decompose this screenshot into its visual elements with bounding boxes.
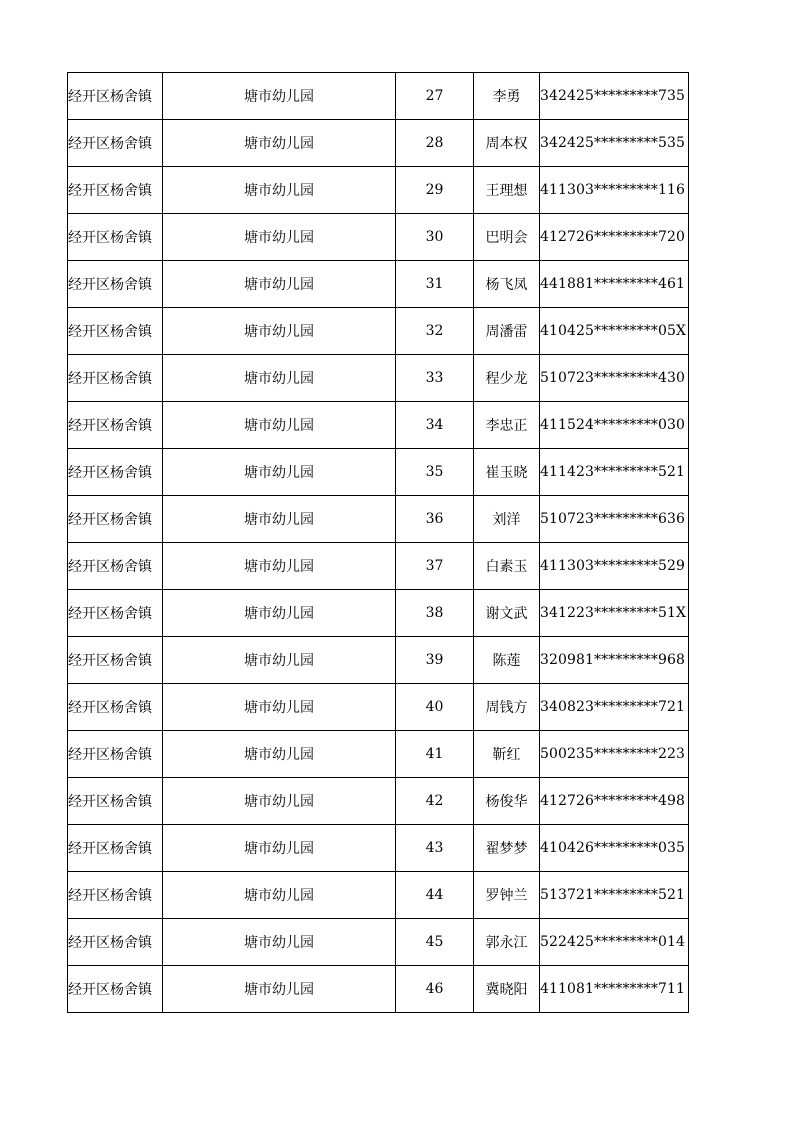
school-cell: 塘市幼儿园 [163, 872, 396, 919]
number-cell: 39 [396, 637, 474, 684]
table-row [68, 872, 689, 919]
name-cell: 翟梦梦 [474, 825, 540, 872]
school-cell: 塘市幼儿园 [163, 73, 396, 120]
id-number-cell: 340823*********721 [540, 684, 689, 731]
id-number-cell: 411081*********711 [540, 966, 689, 1013]
number-cell: 38 [396, 590, 474, 637]
table-row [68, 214, 689, 261]
town-cell: 经开区杨舍镇 [68, 778, 163, 825]
town-cell: 经开区杨舍镇 [68, 590, 163, 637]
school-cell: 塘市幼儿园 [163, 496, 396, 543]
table-row [68, 919, 689, 966]
id-number-cell: 411303*********529 [540, 543, 689, 590]
number-cell: 32 [396, 308, 474, 355]
number-cell: 41 [396, 731, 474, 778]
id-number-cell: 412726*********720 [540, 214, 689, 261]
town-cell: 经开区杨舍镇 [68, 167, 163, 214]
school-cell: 塘市幼儿园 [163, 731, 396, 778]
town-cell: 经开区杨舍镇 [68, 825, 163, 872]
school-cell: 塘市幼儿园 [163, 449, 396, 496]
number-cell: 43 [396, 825, 474, 872]
school-cell: 塘市幼儿园 [163, 637, 396, 684]
number-cell: 40 [396, 684, 474, 731]
number-cell: 37 [396, 543, 474, 590]
school-cell: 塘市幼儿园 [163, 167, 396, 214]
table-row [68, 355, 689, 402]
roster-table-body [68, 73, 689, 1013]
id-number-cell: 510723*********636 [540, 496, 689, 543]
id-number-cell: 411524*********030 [540, 402, 689, 449]
town-cell: 经开区杨舍镇 [68, 919, 163, 966]
town-cell: 经开区杨舍镇 [68, 684, 163, 731]
school-cell: 塘市幼儿园 [163, 590, 396, 637]
number-cell: 45 [396, 919, 474, 966]
table-row [68, 496, 689, 543]
school-cell: 塘市幼儿园 [163, 825, 396, 872]
name-cell: 杨俊华 [474, 778, 540, 825]
table-row [68, 402, 689, 449]
name-cell: 李忠正 [474, 402, 540, 449]
id-number-cell: 342425*********535 [540, 120, 689, 167]
table-row [68, 120, 689, 167]
name-cell: 巴明会 [474, 214, 540, 261]
number-cell: 31 [396, 261, 474, 308]
name-cell: 冀晓阳 [474, 966, 540, 1013]
table-row [68, 308, 689, 355]
table-row [68, 778, 689, 825]
table-row [68, 731, 689, 778]
town-cell: 经开区杨舍镇 [68, 120, 163, 167]
id-number-cell: 513721*********521 [540, 872, 689, 919]
name-cell: 白素玉 [474, 543, 540, 590]
number-cell: 28 [396, 120, 474, 167]
table-row [68, 590, 689, 637]
town-cell: 经开区杨舍镇 [68, 449, 163, 496]
id-number-cell: 411423*********521 [540, 449, 689, 496]
table-row [68, 449, 689, 496]
school-cell: 塘市幼儿园 [163, 402, 396, 449]
number-cell: 34 [396, 402, 474, 449]
school-cell: 塘市幼儿园 [163, 543, 396, 590]
table-row [68, 261, 689, 308]
name-cell: 陈莲 [474, 637, 540, 684]
town-cell: 经开区杨舍镇 [68, 731, 163, 778]
town-cell: 经开区杨舍镇 [68, 214, 163, 261]
school-cell: 塘市幼儿园 [163, 214, 396, 261]
name-cell: 周潘雷 [474, 308, 540, 355]
town-cell: 经开区杨舍镇 [68, 966, 163, 1013]
school-cell: 塘市幼儿园 [163, 308, 396, 355]
town-cell: 经开区杨舍镇 [68, 402, 163, 449]
table-row [68, 637, 689, 684]
number-cell: 29 [396, 167, 474, 214]
id-number-cell: 410426*********035 [540, 825, 689, 872]
id-number-cell: 510723*********430 [540, 355, 689, 402]
number-cell: 44 [396, 872, 474, 919]
town-cell: 经开区杨舍镇 [68, 308, 163, 355]
town-cell: 经开区杨舍镇 [68, 496, 163, 543]
id-number-cell: 500235*********223 [540, 731, 689, 778]
name-cell: 周本权 [474, 120, 540, 167]
id-number-cell: 441881*********461 [540, 261, 689, 308]
table-row [68, 73, 689, 120]
name-cell: 靳红 [474, 731, 540, 778]
number-cell: 27 [396, 73, 474, 120]
name-cell: 罗钟兰 [474, 872, 540, 919]
number-cell: 42 [396, 778, 474, 825]
name-cell: 周钱方 [474, 684, 540, 731]
id-number-cell: 342425*********735 [540, 73, 689, 120]
name-cell: 程少龙 [474, 355, 540, 402]
id-number-cell: 412726*********498 [540, 778, 689, 825]
school-cell: 塘市幼儿园 [163, 261, 396, 308]
name-cell: 王理想 [474, 167, 540, 214]
town-cell: 经开区杨舍镇 [68, 355, 163, 402]
number-cell: 30 [396, 214, 474, 261]
table-row [68, 825, 689, 872]
school-cell: 塘市幼儿园 [163, 684, 396, 731]
school-cell: 塘市幼儿园 [163, 355, 396, 402]
id-number-cell: 341223*********51X [540, 590, 689, 637]
name-cell: 杨飞凤 [474, 261, 540, 308]
town-cell: 经开区杨舍镇 [68, 543, 163, 590]
name-cell: 郭永江 [474, 919, 540, 966]
number-cell: 46 [396, 966, 474, 1013]
roster-table [67, 72, 689, 1013]
number-cell: 36 [396, 496, 474, 543]
town-cell: 经开区杨舍镇 [68, 261, 163, 308]
id-number-cell: 522425*********014 [540, 919, 689, 966]
id-number-cell: 411303*********116 [540, 167, 689, 214]
id-number-cell: 410425*********05X [540, 308, 689, 355]
town-cell: 经开区杨舍镇 [68, 637, 163, 684]
school-cell: 塘市幼儿园 [163, 966, 396, 1013]
id-number-cell: 320981*********968 [540, 637, 689, 684]
town-cell: 经开区杨舍镇 [68, 872, 163, 919]
table-row [68, 684, 689, 731]
school-cell: 塘市幼儿园 [163, 120, 396, 167]
name-cell: 崔玉晓 [474, 449, 540, 496]
name-cell: 谢文武 [474, 590, 540, 637]
name-cell: 李勇 [474, 73, 540, 120]
school-cell: 塘市幼儿园 [163, 778, 396, 825]
table-row [68, 543, 689, 590]
number-cell: 33 [396, 355, 474, 402]
town-cell: 经开区杨舍镇 [68, 73, 163, 120]
name-cell: 刘洋 [474, 496, 540, 543]
number-cell: 35 [396, 449, 474, 496]
table-row [68, 966, 689, 1013]
school-cell: 塘市幼儿园 [163, 919, 396, 966]
table-row [68, 167, 689, 214]
